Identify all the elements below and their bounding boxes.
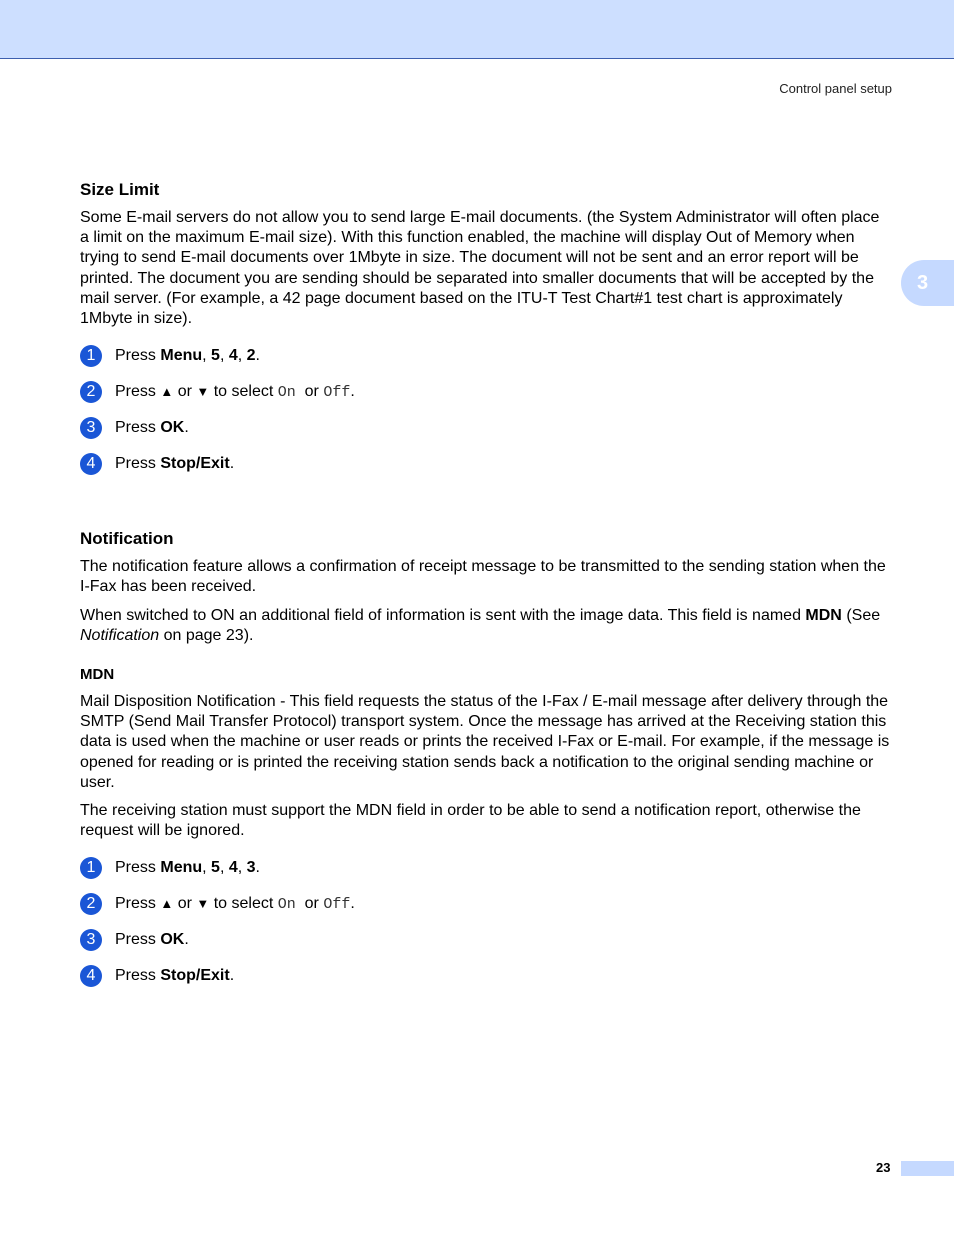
step-number-badge: 3 bbox=[80, 417, 102, 439]
mdn-paragraph-1: Mail Disposition Notification - This field requests the status of the I-Fax / E-mail message after delivery through the SMTP (Send Mail Transfer Protocol) transport system. Once the message has arrived at the Receiving station this data is used when the machine or user reads or prints the received I-Fax or E-mail. For example, if the message is opened for reading or is printed the receiving station sends back a notification to the original sending machine or user. bbox=[80, 693, 890, 791]
step-number-badge: 4 bbox=[80, 453, 102, 475]
notification-section bbox=[80, 527, 892, 989]
step-text: Press Menu, 5, 4, 2. bbox=[115, 347, 260, 365]
up-arrow-icon: ▲ bbox=[160, 384, 174, 400]
down-arrow-icon: ▼ bbox=[196, 384, 210, 400]
chapter-tab: 3 bbox=[901, 260, 954, 306]
down-arrow-icon: ▼ bbox=[196, 896, 210, 912]
step-text: Press Stop/Exit. bbox=[115, 455, 235, 473]
step-text: Press ▲ or ▼ to select On or Off. bbox=[115, 383, 355, 402]
size-limit-paragraph: Some E-mail servers do not allow you to send large E-mail documents. (the System Administrator will often place a limit on the maximum E-mail size). With this function enabled, the machine will display Out of Memory when trying to send E-mail documents over 1Mbyte in size. The document will not be sent and an error report will be printed. The document you are sending should be separated into smaller documents that will be accepted by the mail server. (For example, a 42 page document based on the ITU-T Test Chart#1 test chart is approximately 1Mbyte in size). bbox=[80, 209, 880, 328]
step-2 bbox=[80, 379, 892, 405]
step-number-badge: 2 bbox=[80, 381, 102, 403]
subsection-title-mdn: MDN bbox=[80, 666, 115, 684]
step-text: Press Menu, 5, 4, 3. bbox=[115, 859, 260, 877]
size-limit-steps bbox=[80, 343, 892, 477]
step-text: Press OK. bbox=[115, 931, 189, 949]
page-number: 23 bbox=[876, 1160, 891, 1175]
running-header: Control panel setup bbox=[779, 81, 892, 96]
step-1 bbox=[80, 855, 892, 881]
section-title-size-limit: Size Limit bbox=[80, 180, 160, 199]
step-number-badge: 3 bbox=[80, 929, 102, 951]
step-number-badge: 1 bbox=[80, 857, 102, 879]
section-title-notification: Notification bbox=[80, 529, 174, 549]
notification-paragraph-1: The notification feature allows a confirmation of receipt message to be transmitted to the sending station when the I-Fax has been received. bbox=[80, 558, 886, 596]
mdn-paragraph-2: The receiving station must support the MDN field in order to be able to send a notification report, otherwise the request will be ignored. bbox=[80, 802, 861, 840]
up-arrow-icon: ▲ bbox=[160, 896, 174, 912]
step-number-badge: 1 bbox=[80, 345, 102, 367]
step-number-badge: 2 bbox=[80, 893, 102, 915]
step-text: Press OK. bbox=[115, 419, 189, 437]
step-2 bbox=[80, 891, 892, 917]
step-3 bbox=[80, 927, 892, 953]
step-text: Press ▲ or ▼ to select On or Off. bbox=[115, 895, 355, 914]
step-number-badge: 4 bbox=[80, 965, 102, 987]
notification-paragraph-2: When switched to ON an additional field of information is sent with the image data. This field is named MDN (See Notification on page 23). bbox=[80, 606, 881, 644]
page-content bbox=[80, 178, 892, 999]
step-4 bbox=[80, 963, 892, 989]
step-1 bbox=[80, 343, 892, 369]
mdn-steps bbox=[80, 855, 892, 989]
footer-bar bbox=[901, 1161, 954, 1176]
step-3 bbox=[80, 415, 892, 441]
step-text: Press Stop/Exit. bbox=[115, 967, 235, 985]
top-header-band bbox=[0, 0, 954, 59]
step-4 bbox=[80, 451, 892, 477]
